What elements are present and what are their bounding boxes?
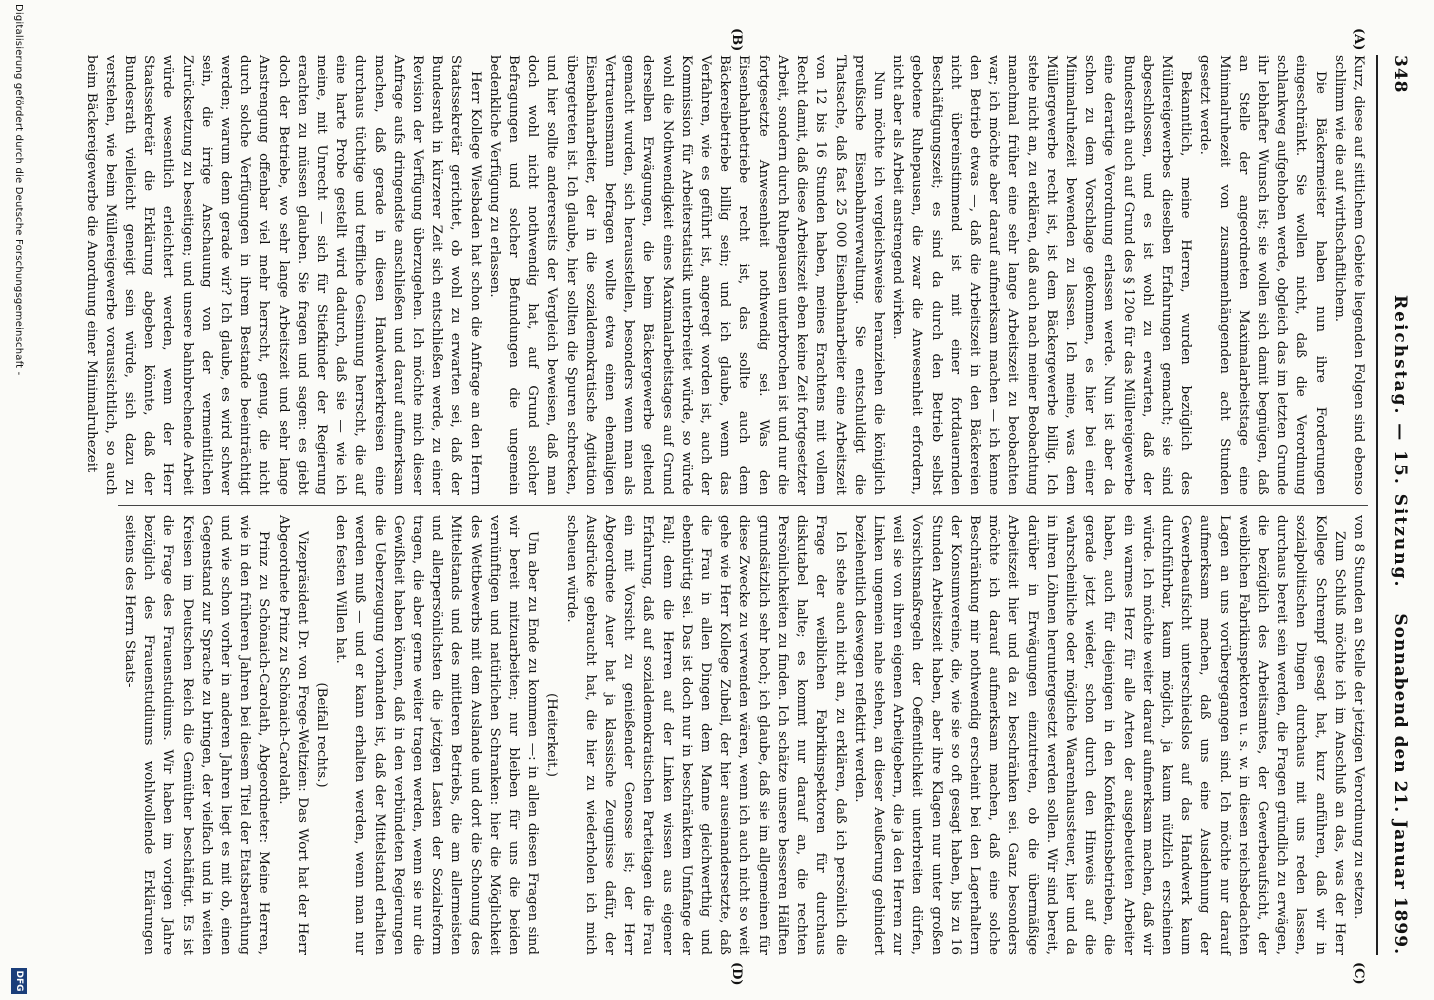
session-date: Sonnabend den 21. Januar 1899.	[1390, 613, 1410, 955]
session-title: Reichstag. — 15. Sitzung.	[1390, 295, 1410, 589]
speaker-paragraph: Vizepräsident Dr. von Frege-Weltzien: Das Wort hat der Herr Abgeordnete Prinz zu Schönaich-Carolath.	[275, 515, 310, 955]
paragraph: Um aber zu Ende zu kommen —: in allen diesen Fragen sind wir bereit mitzuarbeiten; nur bleiben für uns die beiden vernünftigen und natürlichen Schranken: hier die Möglichkeit des Wettbewerbs mit dem Auslande und dort die Schonung des Mittelstands und des mittleren Betriebs, die am allermeisten und allerpersönlichsten die jetzigen Lasten der Sozialreform tragen, die aber gerne weiter tragen werden, wenn sie nur die Gewißheit haben können, daß in den verbündeten Regierungen die Ueberzeugung vorhanden ist, daß der Mittelstand erhalten werden muß — und er kann erhalten werden, wenn man nur den festen Willen hat.	[333, 515, 541, 955]
paragraph: Kurz, diese auf sittlichem Gebiete liegenden Folgen sind ebenso schlimm wie die auf wirthschaftlichem.	[1331, 55, 1366, 495]
interjection: (Beifall rechts.)	[314, 682, 330, 788]
margin-marker-a: (A)	[1351, 28, 1366, 51]
page-number: 348	[1390, 55, 1410, 94]
dfg-logo: DFG	[11, 968, 27, 994]
page-header	[1382, 55, 1410, 955]
paragraph: Herr Kollege Wiesbaden hat schon die Anfrage an den Herrn Staatssekretär gerichtet, ob wohl zu erwarten sei, daß der Bundesrath in kürzerer Zeit sich entschließen werde, zu einer Revision der Verfügung überzugehen. Ich möchte mich dieser Anfrage aufs dringendste anschließen und darauf aufmerksam machen, daß gerade in diesen Handwerkerkreisen eine durchaus tüchtige und treffliche Gesinnung herrscht, die auf eine harte Probe gestellt wird dadurch, daß sie — wie ich meine, mit Unrecht — sich für Stiefkinder der Regierung erachten zu müssen glauben. Sie fragen und sagen: es giebt doch der Betriebe, wo sehr lange Arbeitszeit und sehr lange Anstrengung offenbar viel mehr herrscht, genug, die nicht durch solche Verfügungen in ihrem Bestande beeinträchtigt werden; warum denn gerade wir? Ich glaube, es wird schwer sein, die irrige Anschauung von der vermeintlichen Zurücksetzung zu beseitigen; und unsere bahnbrechende Arbeit würde wesentlich erleichtert werden, wenn der Herr Staatssekretär die Erklärung abgeben könnte, daß der Bundesrath vielleicht geneigt sein würde, sich dazu zu verstehen, wie beim Müllereigewerbe voraussichtlich, so auch beim Bäckereigewerbe die Anordnung einer Minimalruhezeit	[83, 55, 483, 495]
header-rule	[1376, 55, 1378, 955]
paragraph: Zum Schluß möchte ich im Anschluß an das, was der Herr Kollege Schrempf gesagt hat, kurz anführen, daß wir in sozialpolitischen Dingen durchaus mit uns reden lassen, durchaus bereit sein werden, die Fragen gründlich zu erwägen, die bezüglich des Arbeitsamtes, der Gewerbeaufsicht, der weiblichen Fabrikinspektoren u. s. w. in diesen reichsbedachten Lagen an uns vorübergegangen sind. Ich möchte nur darauf aufmerksam machen, daß uns eine Ausdehnung der Gewerbeaufsicht unterschiedslos auf das Handwerk kaum durchführbar, kaum möglich, ja kaum nützlich erscheinen würde. Ich möchte weiter darauf aufmerksam machen, daß wir ein warmes Herz für alle Arten der ausgebeuteten Arbeiter haben, auch für diejenigen in den Konfektionsbetrieben, die gerade jetzt wieder, schon durch den Hinweis auf die wahrscheinliche oder mögliche Waarenhaussteuer, hier und da in ihren Löhnen heruntergesetzt werden sollen. Wir sind bereit, darüber in Erwägungen einzutreten, ob die übermäßige Arbeitszeit hier und da zu beschränken sei. Ganz besonders möchte ich darauf aufmerksam machen, daß eine solche Beschränkung mir nothwendig erscheint bei den Lagerhaltern der Konsumvereine, die, wie sie so oft gesagt haben, bis zu 16 Stunden Arbeitszeit haben, aber ihre Klagen nur unter großen Vorsichtsmaßregeln der Oeffentlichkeit unterbreiten dürfen, weil sie von ihren eigenen Arbeitgebern, die ja den Herren zur Linken ungemein nahe stehen, an dieser Aeußerung gehindert beziehentlich deswegen reflektirt werden.	[851, 515, 1347, 955]
paragraph: Bekanntlich, meine Herren, wurden bezüglich des Müllereigewerbes dieselben Erfahrungen gemacht; sie sind abgeschlossen, und es ist wohl zu erwarten, daß der Bundesrath auch auf Grund des § 120e für das Müllereigewerbe eine derartige Verordnung erlassen werde. Nun ist aber da schon zu dem Vorschlage gekommen, es hier bei einer Minimalruhezeit bewenden zu lassen. Ich meine, was dem Müllergewerbe recht ist, ist dem Bäckergewerbe billig. Ich stehe nicht an, zu erklären, daß auch nach meiner Beobachtung manchmal früher eine sehr lange Arbeitszeit zu beobachten war; ich möchte aber darauf aufmerksam machen — ich kenne den Betrieb etwas —, daß die Arbeitszeit in den Bäckereien nicht übereinstimmend ist mit einer fortdauernden Beschäftigungszeit; es sind da durch den Betrieb selbst gebotene Ruhepausen, die zwar die Anwesenheit erfordern, nicht aber als Arbeit anstrengend wirken.	[890, 55, 1194, 495]
speaker-paragraph: Prinz zu Schönaich-Carolath, Abgeordneter: Meine Herren, wie in den früheren Jahren bei diesem Titel der Etatsberathung und wie schon vorher in anderen Jahren liegt es mit ob, einen Gegenstand zur Sprache zu bringen, der vielfach und in weiten Kreisen im Deutschen Reich die Gemüther beschäftigt. Es ist die Frage des Frauenstudiums. Wir haben im vorigen Jahre bezüglich des Frauenstudiums wohlwollende Erklärungen seitens des Herrn Staats-	[122, 515, 272, 955]
paragraph: Die Bäckermeister haben nun ihre Forderungen eingeschränkt. Sie wollen nicht, daß die Verordnung schlankweg aufgehoben werde, obgleich das im letzten Grunde ihr lebhafter Wunsch ist; sie wollen sich damit begnügen, daß an Stelle der angeordneten Maximalarbeitstage eine Minimalruhezeit von zusammenhängenden acht Stunden gesetzt werde.	[1197, 55, 1328, 495]
digitization-footer	[7, 0, 29, 1000]
paragraph: von 8 Stunden an Stelle der jetzigen Verordnung zu setzen.	[1351, 515, 1366, 920]
column-divider	[118, 505, 1368, 506]
margin-marker-d: (D)	[729, 962, 744, 986]
digitization-note: Digitalisierung gefördert durch die Deutsche Forschungsgemeinschaft -	[13, 4, 24, 376]
margin-marker-b: (B)	[729, 28, 744, 52]
margin-marker-c: (C)	[1351, 962, 1366, 985]
interjection: (Heiterkeit.)	[544, 693, 560, 777]
right-text-column	[118, 515, 1368, 955]
paragraph: Nun möchte ich vergleichsweise heranziehen die königlich preußische Eisenbahnverwaltung. Sie entschuldigt die Thatsache, daß fast 25 000 Eisenbahnarbeiter eine Arbeitszeit von 12 bis 16 Stunden haben, meines Erachtens mit vollem Recht damit, daß diese Arbeitszeit eben keine Zeit fortgesetzter Arbeit, sondern durch Ruhepausen unterbrochen ist und nur die fortgesetzte Anwesenheit nothwendig sei. Was den Eisenbahnbetriebe recht ist, das sollte auch dem Bäckereibetriebe billig sein; und ich glaube, wenn das Verfahren, wie es geführt ist, angeregt worden ist, auch der Kommission für Arbeiterstatistik unterbreitet würde, so würde wohl die Nothwendigkeit eines Maximalarbeitstages auf Grund derselben Erwägungen, die beim Bäckergewerbe geltend gemacht wurden, sich herausstellen, besonders wenn man als Vertrauensmann befragen wollte etwa einen ehemaligen Eisenbahnarbeiter, der in die sozialdemokratische Agitation übergetreten ist. Ich glaube, hier sollten die Spuren schrecken, und hier sollte andererseits der Vergleich beweisen, daß man doch wohl nicht nothwendig hat, auf Grund solcher Befragungen und solcher Befundungen die ungemein bedenkliche Verfügung zu erlassen.	[486, 55, 886, 495]
left-text-column	[83, 55, 1368, 495]
paragraph: Ich stehe auch nicht an, zu erklären, daß ich persönlich die Frage der weiblichen Fabrikinspektoren für durchaus diskutabel halte; es kommt nur darauf an, die rechten Persönlichkeiten zu finden. Ich schätze unsere besseren Hälften grundsätzlich sehr hoch; ich glaube, daß sie im allgemeinen für diese Zwecke zu verwenden wären, wenn ich auch nicht so weit gehe wie Herr Kollege Zubeil, der hier auseinandersetzte, daß die Frau in allen Dingen dem Manne gleichwerthig und ebenbürtig sei. Das ist doch nur in beschränktem Umfange der Fall; denn die Herren auf der Linken wissen aus eigener Erfahrung, daß auf sozialdemokratischen Parteitagen die Frau ein mit Vorsicht zu genießender Genosse ist; der Herr Abgeordnete Auer hat ja klassische Zeugnisse dafür, der Ausdrücke gebraucht hat, die hier zu wiederholen ich mich scheuen würde.	[563, 515, 848, 955]
